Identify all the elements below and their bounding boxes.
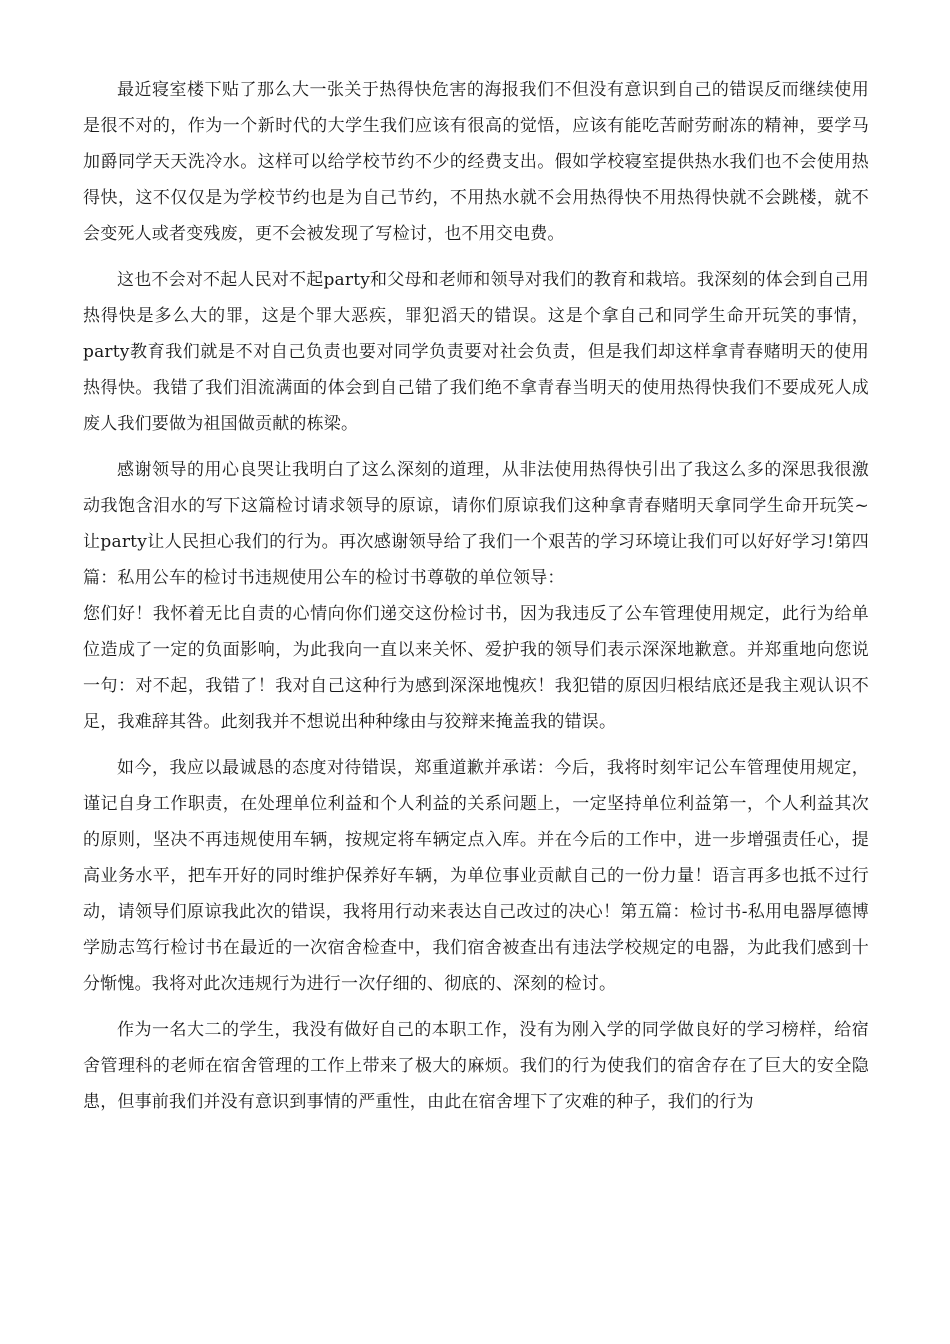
paragraph-2: 这也不会对不起人民对不起party和父母和老师和领导对我们的教育和栽培。我深刻的体会到自己用热得快是多么大的罪，这是个罪大恶疾，罪犯滔天的错误。这是个拿自己和同学生命开玩笑的事情，party教育我们就是不对自己负责也要对同学负责要对社会负责，但是我们却这样拿青春赌明天的使用热得快。我错了我们泪流满面的体会到自己错了我们绝不拿青春当明天的使用热得快我们不要成死人成废人我们要做为祖国做贡献的栋梁。	[83, 270, 869, 434]
document-page	[83, 72, 869, 1130]
paragraph-3: 感谢领导的用心良哭让我明白了这么深刻的道理，从非法使用热得快引出了我这么多的深思我很激动我饱含泪水的写下这篇检讨请求领导的原谅，请你们原谅我们这种拿青春赌明天拿同学生命开玩笑~让party让人民担心我们的行为。再次感谢领导给了我们一个艰苦的学习环境让我们可以好好学习!第四篇：私用公车的检讨书违规使用公车的检讨书尊敬的单位领导：	[83, 460, 869, 588]
paragraph-5: 如今，我应以最诚恳的态度对待错误，郑重道歉并承诺：今后，我将时刻牢记公车管理使用规定，谨记自身工作职责，在处理单位利益和个人利益的关系问题上，一定坚持单位利益第一，个人利益其次的原则，坚决不再违规使用车辆，按规定将车辆定点入库。并在今后的工作中，进一步增强责任心，提高业务水平，把车开好的同时维护保养好车辆，为单位事业贡献自己的一份力量！语言再多也抵不过行动，请领导们原谅我此次的错误，我将用行动来表达自己改过的决心！第五篇：检讨书-私用电器厚德博学励志笃行检讨书在最近的一次宿舍检查中，我们宿舍被查出有违法学校规定的电器，为此我们感到十分惭愧。我将对此次违规行为进行一次仔细的、彻底的、深刻的检讨。	[83, 758, 869, 994]
paragraph-4: 您们好！我怀着无比自责的心情向你们递交这份检讨书，因为我违反了公车管理使用规定，此行为给单位造成了一定的负面影响，为此我向一直以来关怀、爱护我的领导们表示深深地歉意。并郑重地向您说一句：对不起，我错了！我对自己这种行为感到深深地愧疚！我犯错的原因归根结底还是我主观认识不足，我难辞其咎。此刻我并不想说出种种缘由与狡辩来掩盖我的错误。	[83, 604, 869, 732]
paragraph-1: 最近寝室楼下贴了那么大一张关于热得快危害的海报我们不但没有意识到自己的错误反而继续使用是很不对的，作为一个新时代的大学生我们应该有很高的觉悟，应该有能吃苦耐劳耐冻的精神，要学马加爵同学天天洗冷水。这样可以给学校节约不少的经费支出。假如学校寝室提供热水我们也不会使用热得快，这不仅仅是为学校节约也是为自己节约，不用热水就不会用热得快不用热得快就不会跳楼，就不会变死人或者变残废，更不会被发现了写检讨，也不用交电费。	[83, 80, 869, 244]
paragraph-6: 作为一名大二的学生，我没有做好自己的本职工作，没有为刚入学的同学做良好的学习榜样，给宿舍管理科的老师在宿舍管理的工作上带来了极大的麻烦。我们的行为使我们的宿舍存在了巨大的安全隐患，但事前我们并没有意识到事情的严重性，由此在宿舍埋下了灾难的种子，我们的行为	[83, 1020, 869, 1112]
